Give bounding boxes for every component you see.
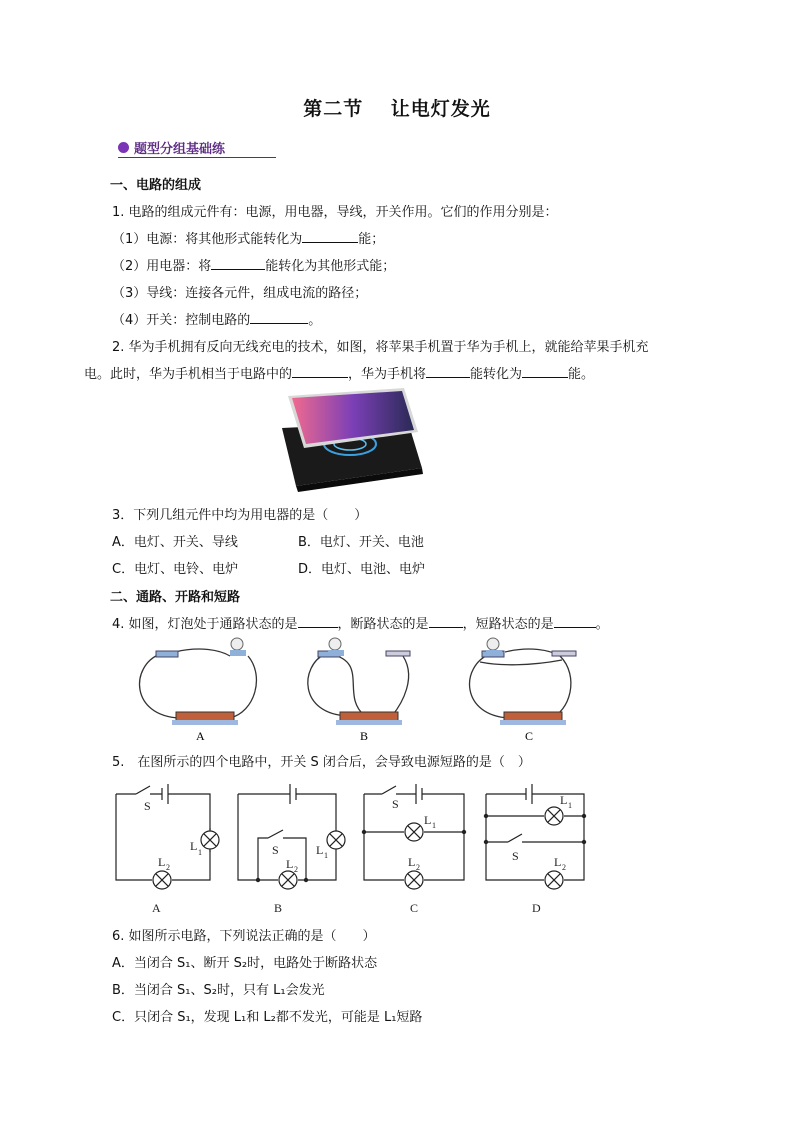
svg-text:1: 1 <box>198 848 202 857</box>
svg-text:L: L <box>316 843 324 857</box>
bullet-dot-icon <box>118 142 129 153</box>
svg-text:L: L <box>408 855 416 869</box>
lamp-icons <box>153 807 563 889</box>
svg-text:S: S <box>144 799 151 813</box>
answer-blank[interactable] <box>250 311 308 324</box>
q1-item-1: （1）电源：将其他形式能转化为 能； <box>112 232 385 247</box>
svg-text:L: L <box>554 855 562 869</box>
q2-line-1: 2. 华为手机拥有反向无线充电的技术，如图，将苹果手机置于华为手机上，就能给苹果手机充 <box>112 340 649 355</box>
svg-text:1: 1 <box>324 851 328 860</box>
batteries <box>172 712 566 725</box>
q1-item-3: （3）导线：连接各元件，组成电流的路径； <box>112 286 368 301</box>
answer-blank[interactable] <box>554 615 596 628</box>
answer-blank[interactable] <box>522 365 568 378</box>
q5-circuit-figures <box>108 776 588 918</box>
answer-blank[interactable] <box>429 615 463 628</box>
answer-blank[interactable] <box>302 230 358 243</box>
q3-option-d[interactable]: D．电灯、电池、电炉 <box>298 562 426 577</box>
svg-text:S: S <box>392 797 399 811</box>
answer-blank[interactable] <box>211 257 265 270</box>
figure-label: C <box>410 901 419 915</box>
page-title: 第二节 让电灯发光 <box>303 98 491 120</box>
q6-option-b[interactable]: B．当闭合 S₁、S₂时，只有 L₁会发光 <box>112 983 325 998</box>
q6-option-c[interactable]: C．只闭合 S₁，发现 L₁和 L₂都不发光，可能是 L₁短路 <box>112 1010 423 1025</box>
svg-text:S: S <box>272 843 279 857</box>
svg-text:L: L <box>560 793 568 807</box>
section-heading-1: 一、电路的组成 <box>110 178 202 193</box>
svg-text:S: S <box>512 849 519 863</box>
svg-text:2: 2 <box>166 863 170 872</box>
svg-text:1: 1 <box>568 801 572 810</box>
svg-text:2: 2 <box>562 863 566 872</box>
svg-text:L: L <box>286 857 294 871</box>
q4-stem: 4. 如图，灯泡处于通路状态的是 ，断路状态的是 ，短路状态的是 。 <box>112 617 609 632</box>
answer-blank[interactable] <box>298 615 338 628</box>
svg-text:2: 2 <box>294 865 298 874</box>
q1-item-4: （4）开关：控制电路的 。 <box>112 313 322 328</box>
figure-label: B <box>360 729 369 743</box>
q1-item-2: （2）用电器：将 能转化为其他形式能； <box>112 259 396 274</box>
q2-line-2: 电。此时，华为手机相当于电路中的 ，华为手机将 能转化为 能。 <box>84 367 595 382</box>
badge-underline <box>118 157 276 158</box>
svg-text:L: L <box>190 839 198 853</box>
figure-label: D <box>532 901 541 915</box>
section-badge <box>118 138 225 157</box>
figure-label: A <box>152 901 161 915</box>
wireless-charging-phones-image <box>274 386 426 496</box>
q4-circuit-figures <box>130 636 600 746</box>
bulbs <box>230 638 502 656</box>
answer-blank[interactable] <box>426 365 470 378</box>
q3-stem: 3．下列几组元件中均为用电器的是（ ） <box>112 508 368 523</box>
q3-option-b[interactable]: B．电灯、开关、电池 <box>298 535 424 550</box>
junction-dots <box>256 814 586 882</box>
section-heading-2: 二、通路、开路和短路 <box>110 590 241 605</box>
q3-option-c[interactable]: C．电灯、电铃、电炉 <box>112 562 239 577</box>
q1-stem: 1. 电路的组成元件有：电源，用电器，导线，开关作用。它们的作用分别是： <box>112 205 558 220</box>
figure-label: C <box>525 729 534 743</box>
figure-label: B <box>274 901 283 915</box>
svg-text:1: 1 <box>432 821 436 830</box>
q3-option-a[interactable]: A．电灯、开关、导线 <box>112 535 238 550</box>
q6-option-a[interactable]: A．当闭合 S₁、断开 S₂时，电路处于断路状态 <box>112 956 378 971</box>
svg-text:L: L <box>158 855 166 869</box>
svg-text:L: L <box>424 813 432 827</box>
q5-stem: 5. 在图所示的四个电路中，开关 S 闭合后，会导致电源短路的是（ ） <box>112 755 531 770</box>
q6-stem: 6. 如图所示电路，下列说法正确的是（ ） <box>112 929 376 944</box>
answer-blank[interactable] <box>292 365 348 378</box>
figure-label: A <box>196 729 205 743</box>
svg-text:2: 2 <box>416 863 420 872</box>
badge-label: 题型分组基础练 <box>134 142 226 157</box>
